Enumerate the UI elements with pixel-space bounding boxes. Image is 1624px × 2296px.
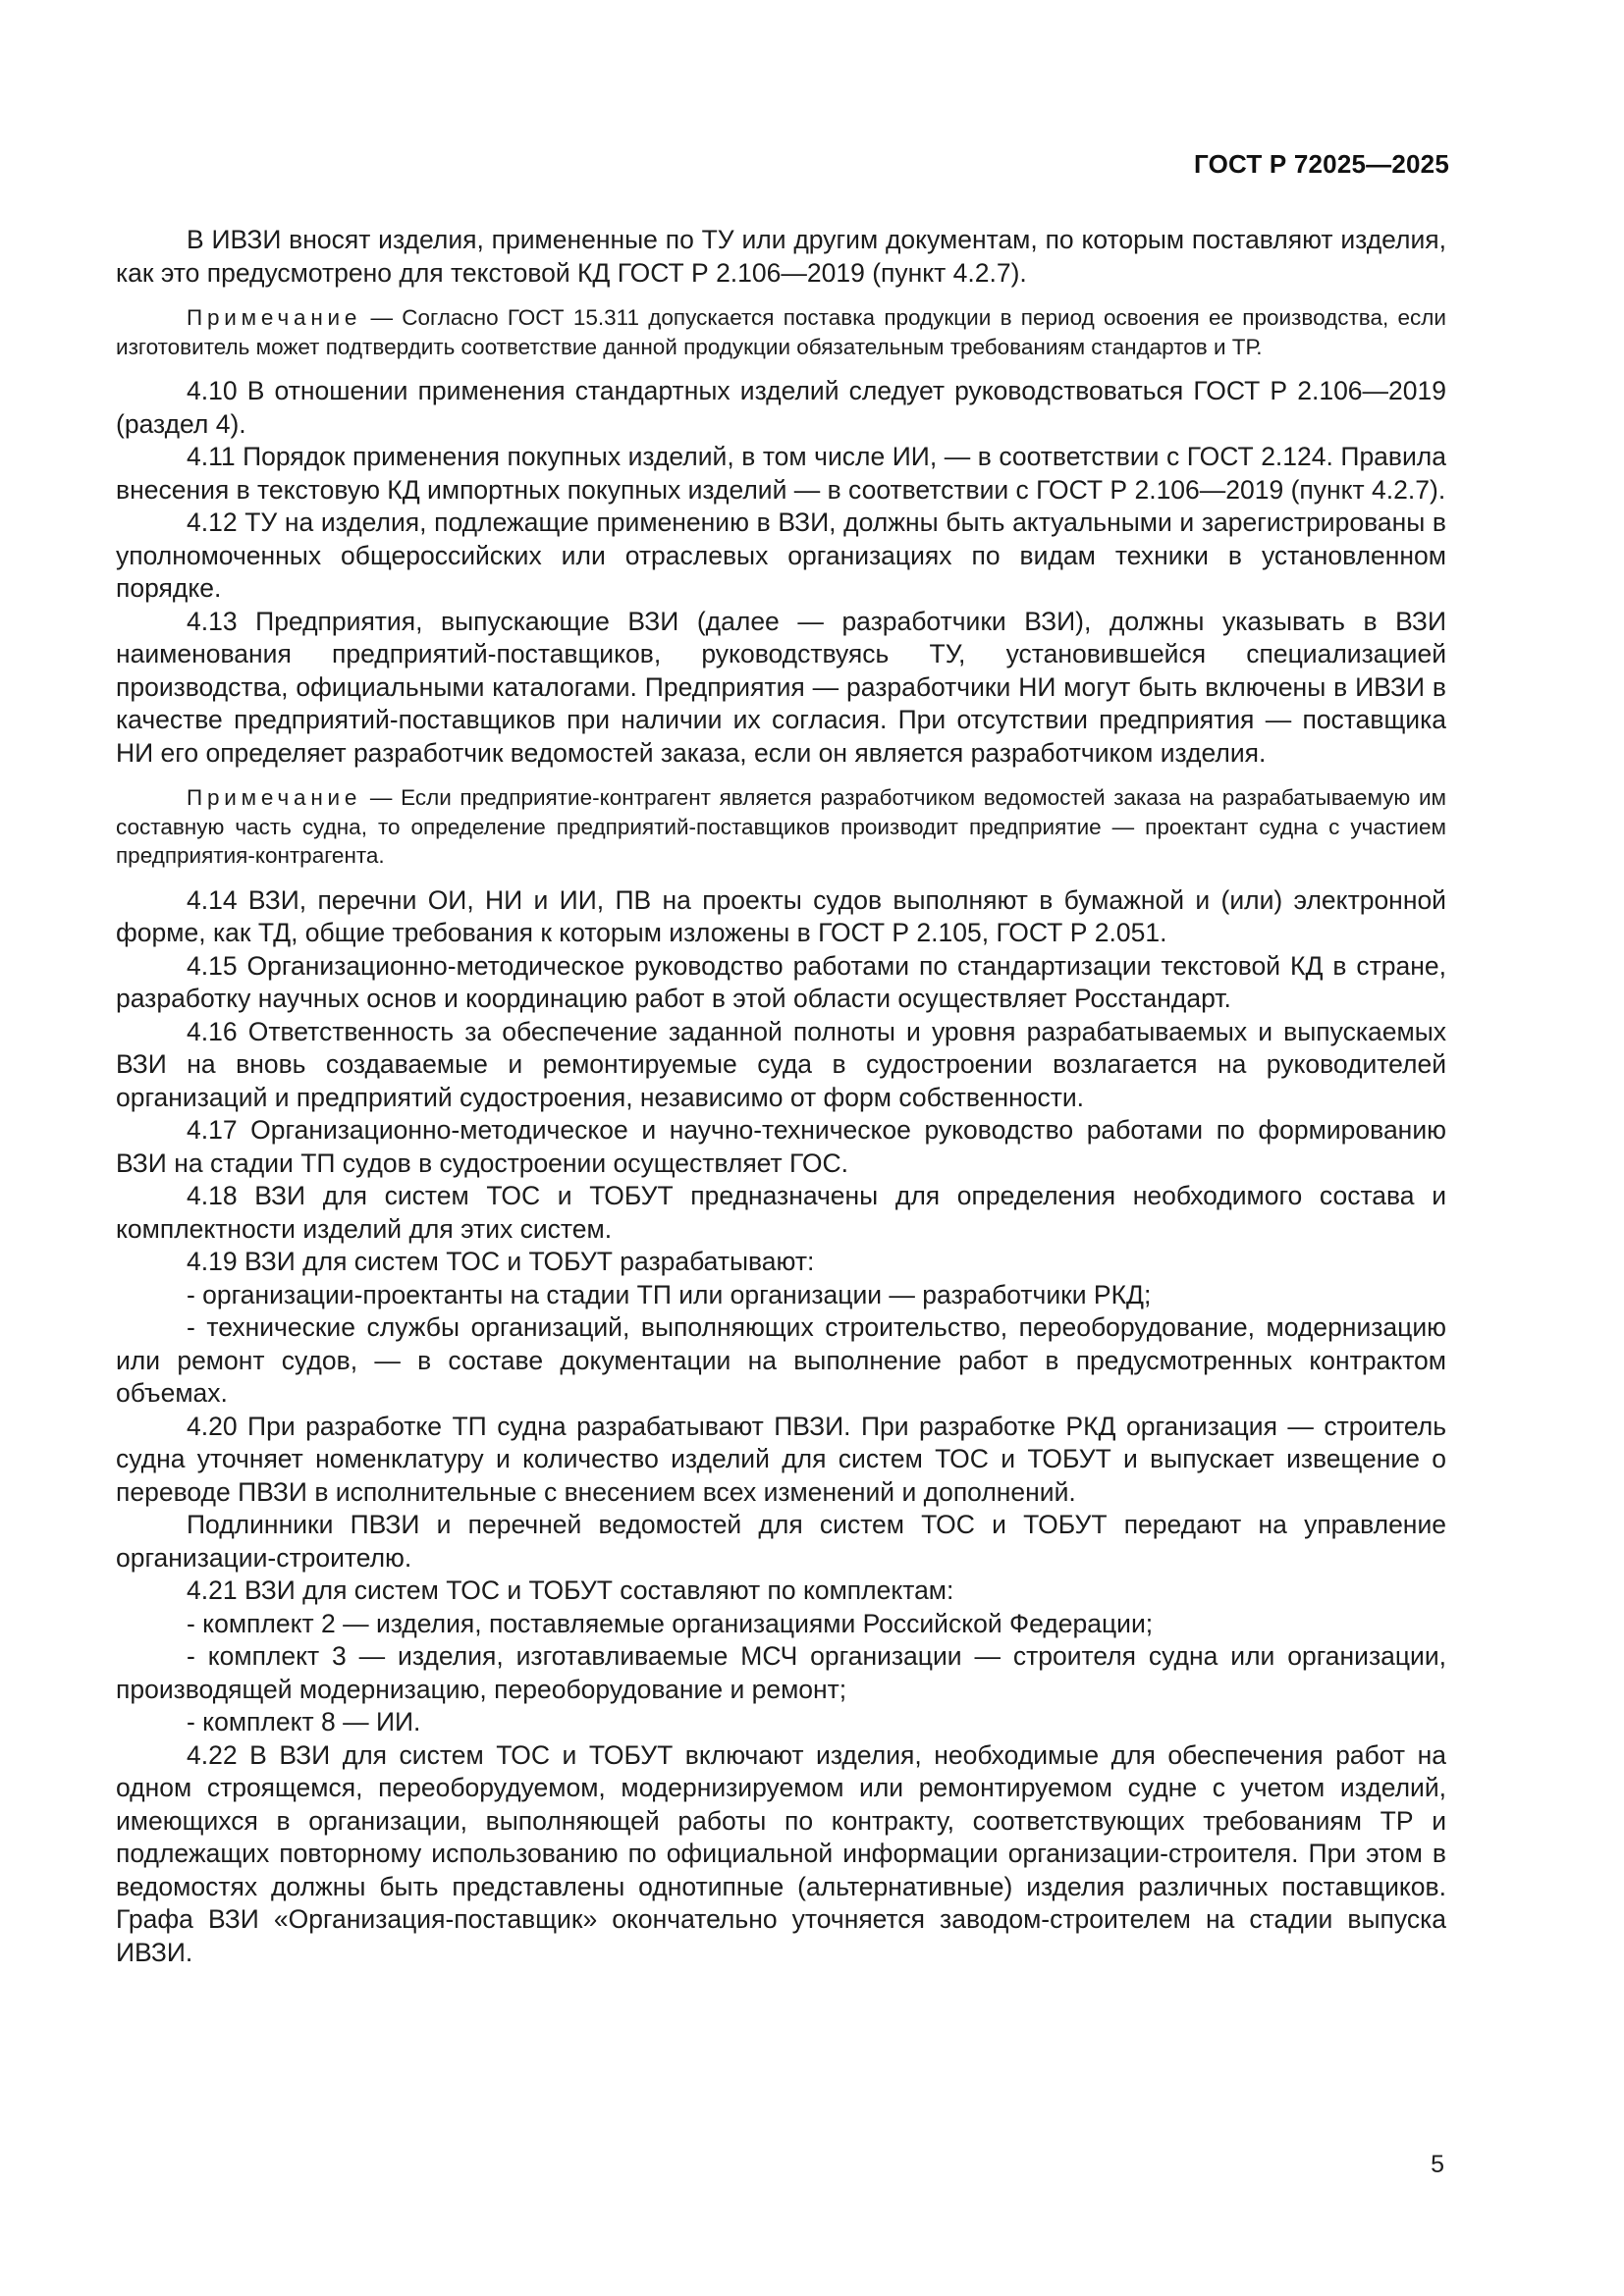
clause-4-14: 4.14 ВЗИ, перечни ОИ, НИ и ИИ, ПВ на проекты судов выполняют в бумажной и (или) электронной форме, как ТД, общие требования к которым изложены в ГОСТ Р 2.105, ГОСТ Р 2.051.: [116, 884, 1446, 947]
list-item-set-3: - комплект 3 — изделия, изготавливаемые МСЧ организации — строителя судна или организации, производящей модернизацию, переоборудование и ремонт;: [116, 1641, 1446, 1704]
clause-4-22: 4.22 В ВЗИ для систем ТОС и ТОБУТ включают изделия, необходимые для обеспечения работ на одном строящемся, переоборудуемом, модернизируемом или ремонтируемом судне с учетом изделий, имеющихся в организации, выполняющей работы по контракту, соответствующих требованиям ТР и подлежащих повторному использованию по официальной информации организации-строителя. При этом в ведомостях должны быть представлены однотипные (альтернативные) изделия различных поставщиков. Графа ВЗИ «Организация-поставщик» окончательно уточняется заводом-строителем на стадии выпуска ИВЗИ.: [116, 1739, 1446, 1967]
clause-4-11: 4.11 Порядок применения покупных изделий, в том числе ИИ, — в соответствии с ГОСТ 2.124. Правила внесения в текстовую КД импортных покупных изделий — в соответствии с ГОСТ Р 2.106—2019 (пункт 4.2.7).: [116, 442, 1446, 505]
clause-4-21: 4.21 ВЗИ для систем ТОС и ТОБУТ составляют по комплектам:: [187, 1575, 954, 1605]
clause-4-16: 4.16 Ответственность за обеспечение заданной полноты и уровня разрабатываемых и выпускаемых ВЗИ на вновь создаваемые и ремонтируемые суда в судостроении возлагается на руководителей организаций и предприятий судостроения, независимо от форм собственности.: [116, 1016, 1446, 1112]
note-text: — Согласно ГОСТ 15.311 допускается поставка продукции в период освоения ее производства, если изготовитель может подтвердить соответствие данной продукции обязательным требованиям стандартов и ТР.: [116, 305, 1446, 359]
document-body: [116, 224, 1446, 1969]
note-contractor: [116, 783, 1446, 871]
clause-4-18: 4.18 ВЗИ для систем ТОС и ТОБУТ предназначены для определения необходимого состава и комплектности изделий для этих систем.: [116, 1181, 1446, 1244]
list-item-set-2: - комплект 2 — изделия, поставляемые организациями Российской Федерации;: [187, 1608, 1154, 1638]
page-number: 5: [1431, 2151, 1444, 2178]
clause-4-20: 4.20 При разработке ТП судна разрабатывают ПВЗИ. При разработке РКД организация — строитель судна уточняет номенклатуру и количество изделий для систем ТОС и ТОБУТ и выпускает извещение о переводе ПВЗИ в исполнительные с внесением всех изменений и дополнений.: [116, 1411, 1446, 1507]
paragraph-ivzi-entries: В ИВЗИ вносят изделия, примененные по ТУ или другим документам, по которым поставляют изделия, как это предусмотрено для текстовой КД ГОСТ Р 2.106—2019 (пункт 4.2.7).: [116, 225, 1446, 288]
note-gost-15-311: [116, 303, 1446, 361]
clause-4-17: 4.17 Организационно-методическое и научно-техническое руководство работами по формированию ВЗИ на стадии ТП судов в судостроении осуществляет ГОС.: [116, 1115, 1446, 1178]
list-item-set-8: - комплект 8 — ИИ.: [187, 1707, 421, 1736]
note-label: Примечание: [187, 785, 362, 810]
list-item-project-organizations: - организации-проектанты на стадии ТП или организации — разработчики РКД;: [187, 1279, 1152, 1309]
clause-4-19: 4.19 ВЗИ для систем ТОС и ТОБУТ разрабатывают:: [187, 1247, 815, 1276]
clause-4-10: 4.10 В отношении применения стандартных изделий следует руководствоваться ГОСТ Р 2.106—2019 (раздел 4).: [116, 376, 1446, 439]
list-item-technical-services: - технические службы организаций, выполняющих строительство, переоборудование, модернизацию или ремонт судов, — в составе документации на выполнение работ в предусмотренных контрактом объемах.: [116, 1312, 1446, 1408]
clause-4-15: 4.15 Организационно-методическое руководство работами по стандартизации текстовой КД в стране, разработку научных основ и координацию работ в этой области осуществляет Росстандарт.: [116, 950, 1446, 1013]
standard-designation-header: ГОСТ Р 72025—2025: [1194, 149, 1449, 179]
note-text: — Если предприятие-контрагент является разработчиком ведомостей заказа на разрабатываемую им составную часть судна, то определение предприятий-поставщиков производит предприятие — проектант судна с участием предприятия-контрагента.: [116, 785, 1446, 868]
clause-4-13: 4.13 Предприятия, выпускающие ВЗИ (далее — разработчики ВЗИ), должны указывать в ВЗИ наименования предприятий-поставщиков, руководствуясь ТУ, установившейся специализацией производства, официальными каталогами. Предприятия — разработчики НИ могут быть включены в ИВЗИ в качестве предприятий-поставщиков при наличии их согласия. При отсутствии предприятия — поставщика НИ его определяет разработчик ведомостей заказа, если он является разработчиком изделия.: [116, 606, 1446, 768]
note-label: Примечание: [187, 305, 362, 330]
clause-4-12: 4.12 ТУ на изделия, подлежащие применению в ВЗИ, должны быть актуальными и зарегистрированы в уполномоченных общероссийских или отраслевых организациях по видам техники в установленном порядке.: [116, 507, 1446, 603]
paragraph-pvzi-originals: Подлинники ПВЗИ и перечней ведомостей для систем ТОС и ТОБУТ передают на управление организации-строителю.: [116, 1510, 1446, 1573]
